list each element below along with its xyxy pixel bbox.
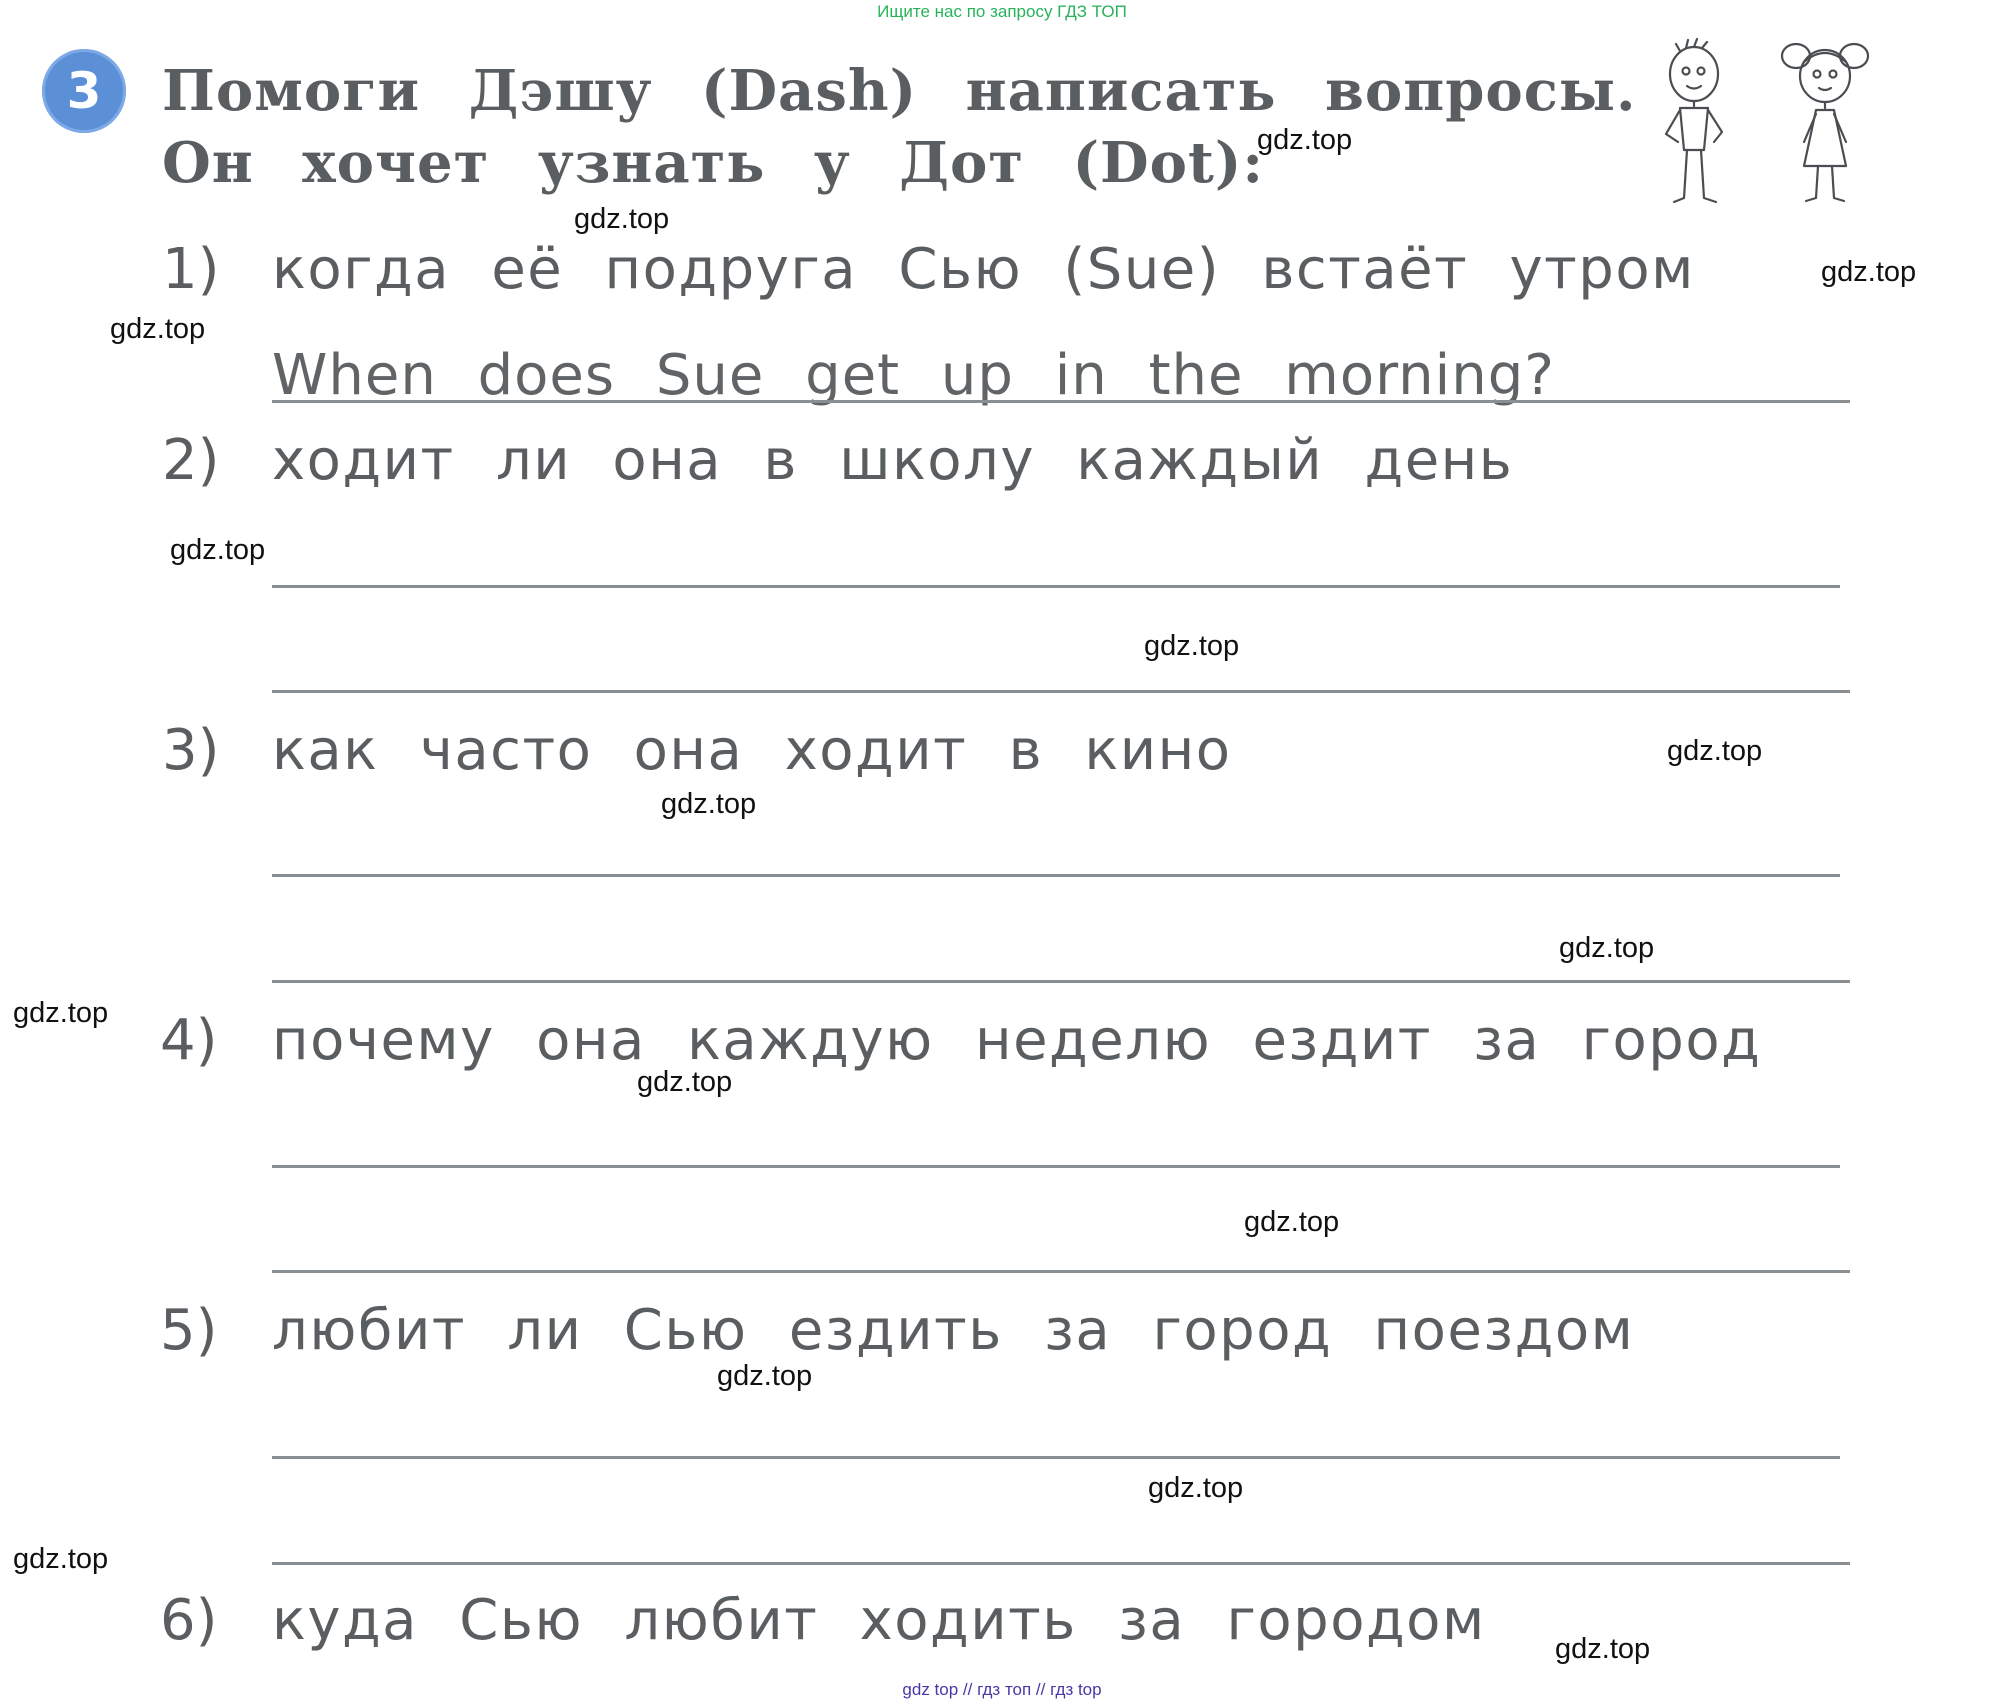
item-2-answer-line-2[interactable]	[272, 690, 1850, 693]
item-2-number: 2)	[162, 428, 220, 493]
item-2-answer-line-1[interactable]	[272, 585, 1840, 588]
watermark: gdz.top	[1821, 256, 1917, 288]
item-3-prompt: как часто она ходит в кино	[272, 718, 1232, 783]
watermark: gdz.top	[13, 997, 109, 1029]
watermark: gdz.top	[1559, 932, 1655, 964]
item-5-answer-line-2[interactable]	[272, 1562, 1850, 1565]
task-number-badge: 3	[42, 49, 126, 133]
watermark: gdz.top	[13, 1543, 109, 1575]
item-1-answer-line[interactable]	[272, 400, 1850, 403]
watermark: gdz.top	[1667, 735, 1763, 767]
task-heading-line-1: Помоги Дэшу (Dash) написать вопросы.	[162, 58, 1637, 124]
item-4-answer-line-2[interactable]	[272, 1270, 1850, 1273]
watermark: gdz.top	[637, 1066, 733, 1098]
item-1-prompt: когда её подруга Сью (Sue) встаёт утром	[272, 237, 1695, 302]
footer-text: gdz top // гдз топ // гдз top	[902, 1680, 1102, 1699]
item-2-prompt: ходит ли она в школу каждый день	[272, 428, 1514, 493]
item-5-number: 5)	[160, 1298, 218, 1363]
watermark: gdz.top	[1257, 124, 1353, 156]
item-1-answer[interactable]: When does Sue get up in the morning?	[272, 343, 1555, 408]
item-5-answer-line-1[interactable]	[272, 1456, 1840, 1459]
item-4-prompt: почему она каждую неделю ездит за город	[272, 1008, 1762, 1073]
item-4-number: 4)	[160, 1008, 218, 1073]
item-6-prompt: куда Сью любит ходить за городом	[272, 1588, 1486, 1653]
watermark: gdz.top	[1244, 1206, 1340, 1238]
watermark: gdz.top	[170, 534, 266, 566]
item-3-answer-line-2[interactable]	[272, 980, 1850, 983]
top-banner[interactable]: Ищите нас по запросу ГДЗ ТОП	[877, 2, 1127, 21]
item-3-answer-line-1[interactable]	[272, 874, 1840, 877]
watermark: gdz.top	[110, 313, 206, 345]
dot-girl-figure	[1782, 44, 1868, 201]
item-4-answer-line-1[interactable]	[272, 1165, 1840, 1168]
watermark: gdz.top	[717, 1360, 813, 1392]
dash-boy-figure	[1666, 39, 1722, 202]
item-3-number: 3)	[162, 718, 220, 783]
watermark: gdz.top	[1144, 630, 1240, 662]
watermark: gdz.top	[661, 788, 757, 820]
item-1-number: 1)	[162, 237, 220, 302]
item-5-prompt: любит ли Сью ездить за город поездом	[272, 1298, 1635, 1363]
task-heading-line-2: Он хочет узнать у Дот (Dot):	[162, 130, 1265, 196]
watermark: gdz.top	[574, 203, 670, 235]
watermark: gdz.top	[1555, 1633, 1651, 1665]
item-6-number: 6)	[160, 1588, 218, 1653]
dash-and-dot-illustration	[1644, 38, 1884, 218]
watermark: gdz.top	[1148, 1472, 1244, 1504]
